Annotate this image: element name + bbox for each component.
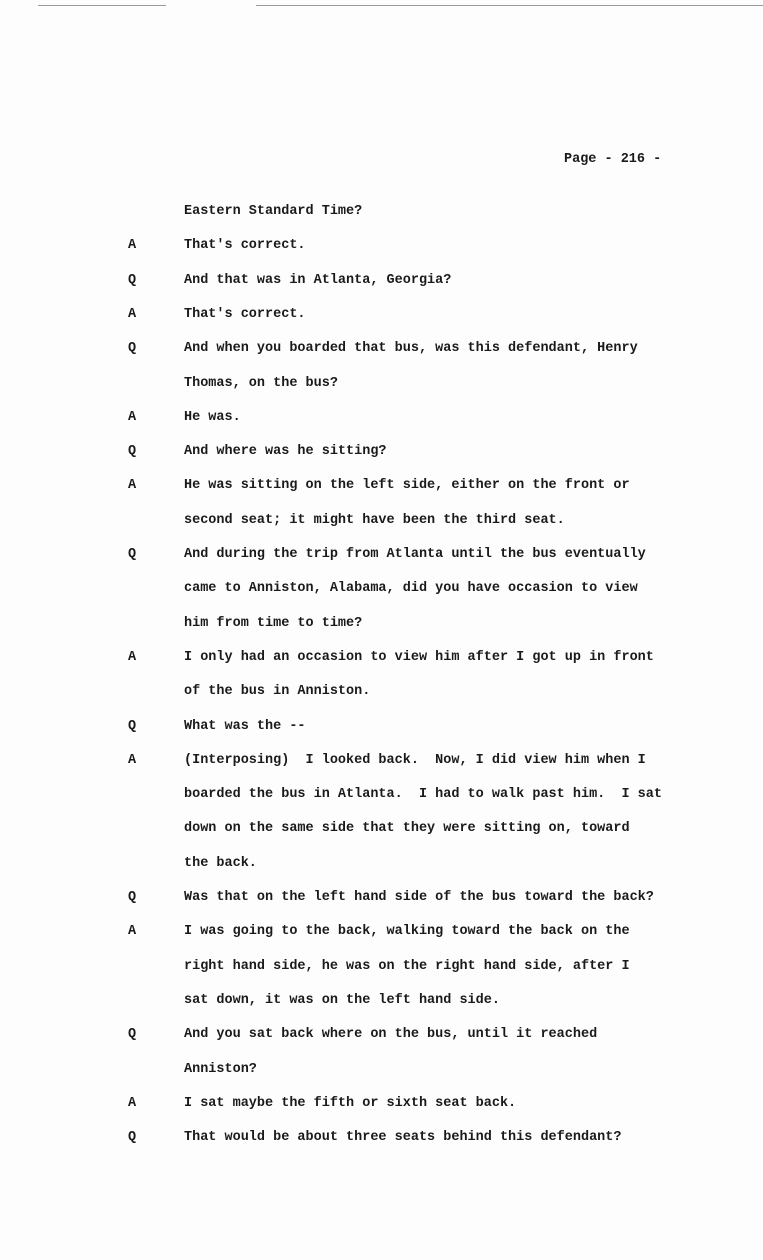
answer-marker: A	[128, 307, 137, 322]
answer-marker: A	[128, 924, 137, 939]
transcript-line: That would be about three seats behind this defendant?	[184, 1130, 622, 1145]
top-rule-right	[256, 5, 763, 6]
transcript-line: Anniston?	[184, 1062, 257, 1077]
transcript-line: And you sat back where on the bus, until it reached	[184, 1027, 598, 1042]
answer-marker: A	[128, 410, 137, 425]
question-marker: Q	[128, 719, 137, 734]
transcript-line: second seat; it might have been the third seat.	[184, 513, 565, 528]
transcript-line: He was sitting on the left side, either on the front or	[184, 478, 630, 493]
transcript-line: And when you boarded that bus, was this defendant, Henry	[184, 341, 638, 356]
transcript-line: the back.	[184, 856, 257, 871]
transcript-line: And that was in Atlanta, Georgia?	[184, 273, 452, 288]
transcript-line: of the bus in Anniston.	[184, 684, 371, 699]
question-marker: Q	[128, 890, 137, 905]
transcript-line: (Interposing) I looked back. Now, I did view him when I	[184, 753, 646, 768]
transcript-line: I was going to the back, walking toward the back on the	[184, 924, 630, 939]
transcript-line: That's correct.	[184, 307, 306, 322]
answer-marker: A	[128, 1096, 137, 1111]
transcript-line: And during the trip from Atlanta until the bus eventually	[184, 547, 646, 562]
top-rule-left	[38, 5, 166, 6]
question-marker: Q	[128, 1130, 137, 1145]
answer-marker: A	[128, 650, 137, 665]
transcript-line: him from time to time?	[184, 616, 363, 631]
transcript-line: down on the same side that they were sitting on, toward	[184, 821, 630, 836]
answer-marker: A	[128, 238, 137, 253]
answer-marker: A	[128, 753, 137, 768]
transcript-line: boarded the bus in Atlanta. I had to walk past him. I sat	[184, 787, 662, 802]
transcript-line: I only had an occasion to view him after I got up in front	[184, 650, 654, 665]
page-number: Page - 216 -	[564, 152, 662, 167]
answer-marker: A	[128, 478, 137, 493]
transcript-line: He was.	[184, 410, 241, 425]
question-marker: Q	[128, 341, 137, 356]
transcript-line: I sat maybe the fifth or sixth seat back.	[184, 1096, 517, 1111]
transcript-line: Was that on the left hand side of the bus toward the back?	[184, 890, 654, 905]
transcript-line: And where was he sitting?	[184, 444, 387, 459]
question-marker: Q	[128, 273, 137, 288]
question-marker: Q	[128, 1027, 137, 1042]
transcript-line: That's correct.	[184, 238, 306, 253]
transcript-line: came to Anniston, Alabama, did you have occasion to view	[184, 581, 638, 596]
transcript-line: sat down, it was on the left hand side.	[184, 993, 500, 1008]
question-marker: Q	[128, 547, 137, 562]
question-marker: Q	[128, 444, 137, 459]
transcript-line: Eastern Standard Time?	[184, 204, 363, 219]
transcript-line: right hand side, he was on the right hand side, after I	[184, 959, 630, 974]
transcript-line: Thomas, on the bus?	[184, 376, 338, 391]
transcript-line: What was the --	[184, 719, 306, 734]
